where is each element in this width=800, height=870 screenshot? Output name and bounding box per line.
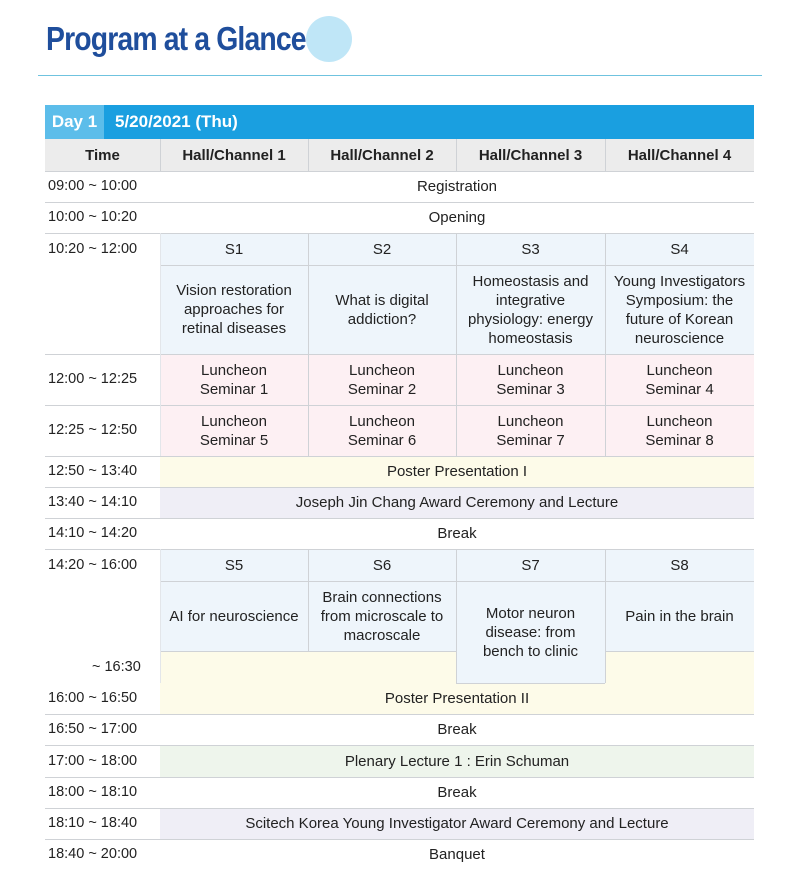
grid-line [160, 233, 161, 456]
event-break-1: Break [160, 518, 754, 549]
grid-line [605, 651, 754, 652]
title-divider [38, 75, 762, 76]
event-registration: Registration [160, 171, 754, 202]
grid-line [45, 456, 754, 457]
time-poster-1: 12:50 ~ 13:40 [48, 463, 138, 479]
grid-line [456, 139, 457, 171]
session-code-s3: S3 [456, 233, 605, 265]
time-session-1: 10:20 ~ 12:00 [48, 240, 138, 257]
grid-line [605, 139, 606, 171]
grid-line [45, 714, 754, 715]
title-decoration-circle [306, 16, 352, 62]
event-award-1: Joseph Jin Chang Award Ceremony and Lecture [160, 487, 754, 518]
grid-line [45, 233, 754, 234]
grid-line [160, 651, 456, 652]
session-code-s8: S8 [605, 549, 754, 581]
luncheon-seminar-3: Luncheon Seminar 3 [456, 354, 605, 405]
grid-line [45, 549, 754, 550]
grid-line [160, 549, 161, 683]
session-code-s7: S7 [456, 549, 605, 581]
session-title-s5: AI for neuroscience [160, 581, 308, 651]
grid-line [45, 405, 754, 406]
header-hall-4: Hall/Channel 4 [605, 139, 754, 171]
event-opening: Opening [160, 202, 754, 233]
event-award-2: Scitech Korea Young Investigator Award Ceremony and Lecture [160, 808, 754, 839]
grid-line [160, 581, 754, 582]
time-luncheon-2: 12:25 ~ 12:50 [48, 422, 138, 438]
event-poster-1: Poster Presentation I [160, 456, 754, 487]
time-opening: 10:00 ~ 10:20 [48, 209, 138, 225]
session-code-s1: S1 [160, 233, 308, 265]
time-poster-2: 16:00 ~ 16:50 [48, 690, 138, 706]
time-break-1: 14:10 ~ 14:20 [48, 525, 138, 541]
grid-line [45, 808, 754, 809]
grid-line [456, 549, 457, 683]
poster-2-fill-left [160, 651, 456, 683]
grid-line [308, 549, 309, 651]
grid-line [456, 683, 605, 684]
session-code-s4: S4 [605, 233, 754, 265]
grid-line [45, 745, 754, 746]
time-plenary: 17:00 ~ 18:00 [48, 752, 138, 769]
session-title-s6: Brain connections from microscale to macroscale [308, 581, 456, 651]
grid-line [160, 139, 161, 171]
grid-line [605, 549, 606, 683]
time-award-1: 13:40 ~ 14:10 [48, 494, 138, 510]
time-session-2-end: ~ 16:30 [92, 658, 141, 675]
event-break-3: Break [160, 777, 754, 808]
luncheon-seminar-7: Luncheon Seminar 7 [456, 405, 605, 456]
session-title-s2: What is digital addiction? [308, 265, 456, 354]
grid-line [308, 233, 309, 456]
time-registration: 09:00 ~ 10:00 [48, 178, 138, 194]
page-title: Program at a Glance [46, 20, 306, 57]
day-label: Day 1 [45, 105, 104, 139]
session-title-s1: Vision restoration approaches for retinal diseases [160, 265, 308, 354]
grid-line [456, 233, 457, 456]
grid-line [45, 839, 754, 840]
grid-line [308, 139, 309, 171]
luncheon-seminar-8: Luncheon Seminar 8 [605, 405, 754, 456]
luncheon-seminar-5: Luncheon Seminar 5 [160, 405, 308, 456]
event-break-2: Break [160, 714, 754, 745]
grid-line [45, 777, 754, 778]
event-plenary: Plenary Lecture 1 : Erin Schuman [160, 745, 754, 777]
session-code-s2: S2 [308, 233, 456, 265]
session-title-s4: Young Investigators Symposium: the future of Korean neuroscience [605, 265, 754, 354]
session-title-s3: Homeostasis and integrative physiology: energy homeostasis [456, 265, 605, 354]
grid-line [45, 518, 754, 519]
time-banquet: 18:40 ~ 20:00 [48, 846, 138, 862]
grid-line [160, 265, 754, 266]
page-header [46, 16, 366, 66]
day-banner [45, 105, 754, 139]
time-break-2: 16:50 ~ 17:00 [48, 721, 138, 737]
luncheon-seminar-4: Luncheon Seminar 4 [605, 354, 754, 405]
grid-line [45, 487, 754, 488]
grid-line [605, 233, 606, 456]
grid-line [45, 171, 754, 172]
header-hall-3: Hall/Channel 3 [456, 139, 605, 171]
luncheon-seminar-2: Luncheon Seminar 2 [308, 354, 456, 405]
header-time: Time [45, 139, 160, 171]
time-session-2: 14:20 ~ 16:00 [48, 556, 138, 573]
event-banquet: Banquet [160, 839, 754, 870]
day-date: 5/20/2021 (Thu) [115, 112, 238, 131]
time-luncheon-1: 12:00 ~ 12:25 [48, 371, 138, 387]
header-hall-2: Hall/Channel 2 [308, 139, 456, 171]
grid-line [45, 202, 754, 203]
event-poster-2: Poster Presentation II [160, 683, 754, 714]
luncheon-seminar-6: Luncheon Seminar 6 [308, 405, 456, 456]
session-title-s7: Motor neuron disease: from bench to clinic [456, 581, 605, 683]
session-title-s8: Pain in the brain [605, 581, 754, 651]
schedule-table [45, 105, 754, 870]
poster-2-fill-right [605, 651, 754, 683]
time-award-2: 18:10 ~ 18:40 [48, 815, 138, 831]
session-code-s6: S6 [308, 549, 456, 581]
header-hall-1: Hall/Channel 1 [160, 139, 308, 171]
grid-line [45, 354, 754, 355]
time-break-3: 18:00 ~ 18:10 [48, 784, 138, 800]
luncheon-seminar-1: Luncheon Seminar 1 [160, 354, 308, 405]
session-code-s5: S5 [160, 549, 308, 581]
